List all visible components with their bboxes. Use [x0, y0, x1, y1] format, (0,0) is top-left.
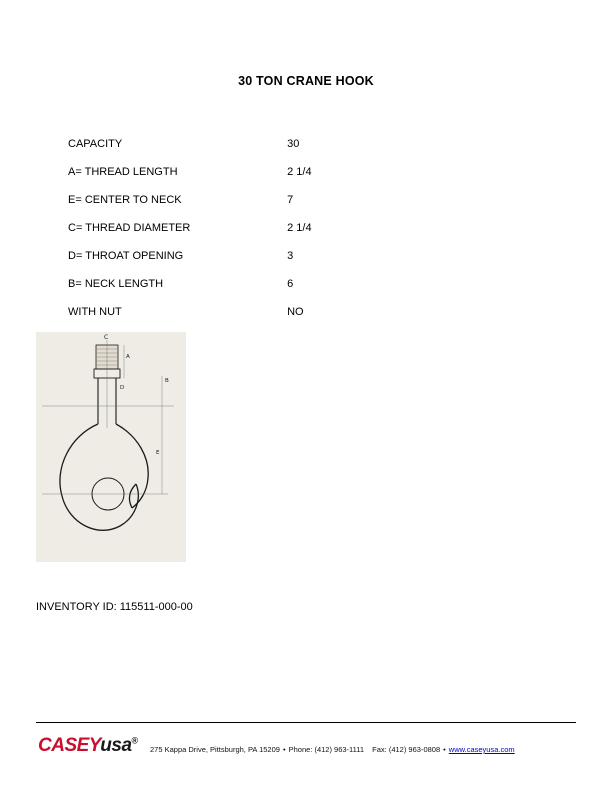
logo-casey-text: CASEY — [38, 735, 101, 756]
registered-trademark-icon: ® — [131, 735, 138, 746]
footer-bullet-2: • — [443, 745, 446, 754]
spec-label: A= THREAD LENGTH — [68, 166, 178, 178]
footer-website-link[interactable]: www.caseyusa.com — [448, 745, 515, 754]
table-row — [68, 270, 468, 298]
crane-hook-diagram — [36, 332, 186, 562]
crane-hook-drawing — [36, 332, 186, 562]
spec-label: B= NECK LENGTH — [68, 278, 164, 290]
dimension-label-c: C — [104, 334, 109, 341]
specifications-table — [68, 130, 468, 326]
dimension-label-e: E — [156, 450, 160, 456]
spec-value: 6 — [287, 278, 294, 290]
spec-value: 2 1/4 — [287, 166, 312, 178]
spec-value: NO — [287, 306, 304, 318]
table-row — [68, 214, 468, 242]
page-title: 30 TON CRANE HOOK — [238, 74, 374, 88]
table-row — [68, 130, 468, 158]
table-row — [68, 158, 468, 186]
spec-label: C= THREAD DIAMETER — [68, 222, 191, 234]
spec-value: 7 — [287, 194, 294, 206]
footer-fax: Fax: (412) 963-0808 — [372, 745, 441, 754]
table-row — [68, 298, 468, 326]
spec-label: WITH NUT — [68, 306, 122, 318]
spec-value: 3 — [287, 250, 294, 262]
logo-usa-text: usa — [100, 735, 132, 756]
spec-label: E= CENTER TO NECK — [68, 194, 182, 206]
dimension-label-a: A — [126, 354, 130, 360]
inventory-id: INVENTORY ID: 115511-000-00 — [36, 601, 193, 613]
dimension-label-b: B — [165, 378, 169, 384]
footer-address: 275 Kappa Drive, Pittsburgh, PA 15209 — [150, 745, 280, 754]
table-row — [68, 242, 468, 270]
spec-label: CAPACITY — [68, 138, 123, 150]
dimension-label-d: D — [120, 385, 125, 391]
footer-phone: Phone: (412) 963-1111 — [288, 745, 365, 754]
table-row — [68, 186, 468, 214]
footer-spacer — [364, 745, 372, 754]
spec-value: 30 — [287, 138, 300, 150]
spec-value: 2 1/4 — [287, 222, 312, 234]
footer-divider — [36, 722, 576, 723]
footer-bullet-1: • — [282, 745, 286, 754]
company-logo — [38, 735, 138, 757]
footer-contact-info — [150, 745, 515, 754]
spec-label: D= THROAT OPENING — [68, 250, 184, 262]
